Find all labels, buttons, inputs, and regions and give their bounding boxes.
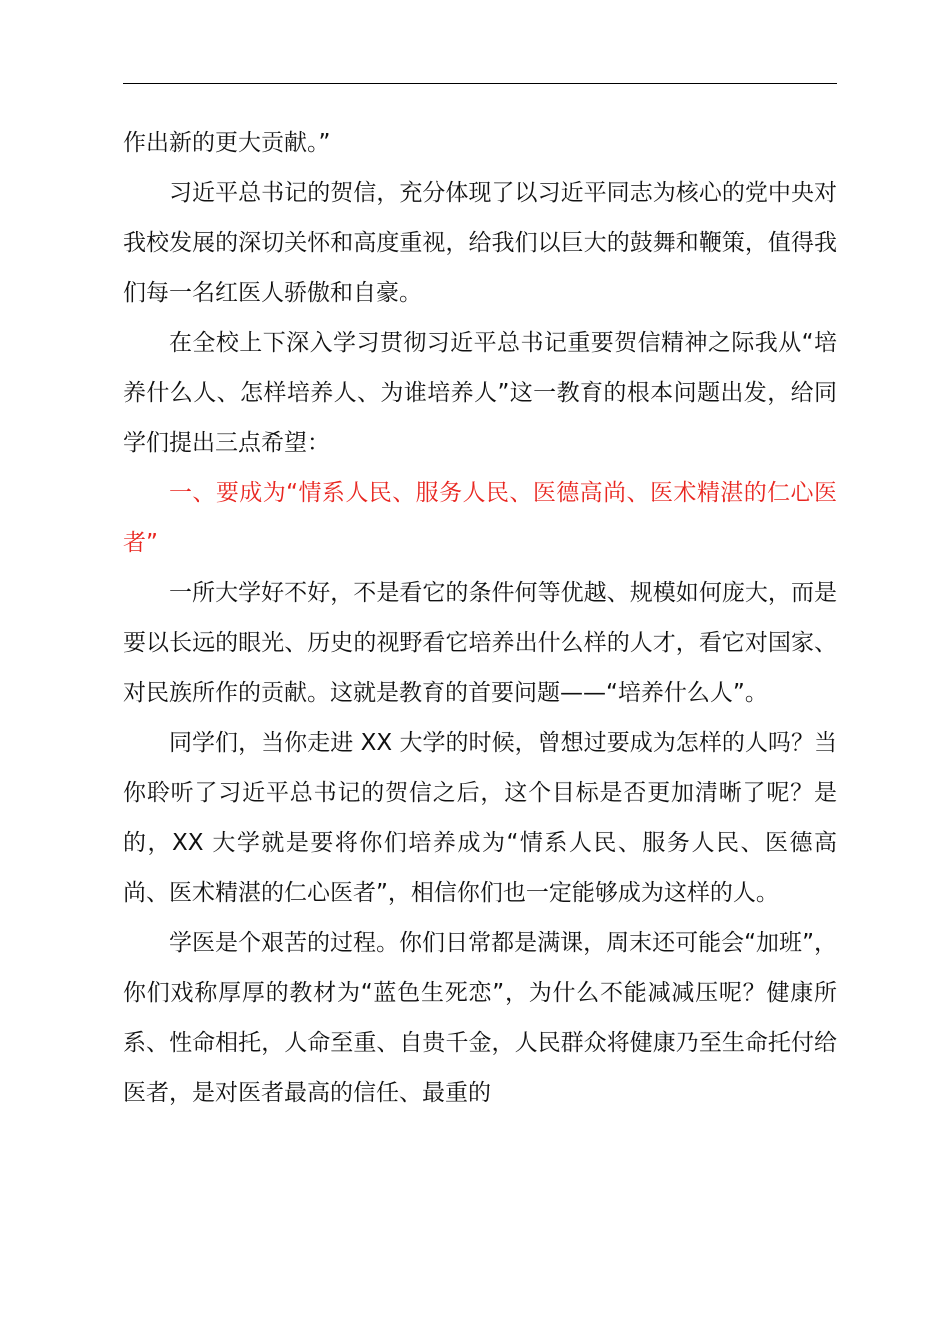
paragraph-congratulatory-letter: 习近平总书记的贺信，充分体现了以习近平同志为核心的党中央对我校发展的深切关怀和高度重视，给我们以巨大的鼓舞和鞭策，值得我们每一名红医人骄傲和自豪。 <box>123 180 837 306</box>
paragraph-students-goal: 同学们，当你走进 XX 大学的时候，曾想过要成为怎样的人吗？当你聆听了习近平总书记的贺信之后，这个目标是否更加清晰了呢？是的，XX 大学就是要将你们培养成为“情系人民、服务人民、医德高尚、医术精湛的仁心医者”，相信你们也一定能够成为这样的人。 <box>123 730 837 906</box>
paragraph-three-hopes-intro: 在全校上下深入学习贯彻习近平总书记重要贺信精神之际我从“培养什么人、怎样培养人、为谁培养人”这一教育的根本问题出发，给同学们提出三点希望： <box>123 330 837 456</box>
paragraph-studying-medicine: 学医是个艰苦的过程。你们日常都是满课，周末还可能会“加班”，你们戏称厚厚的教材为“蓝色生死恋”，为什么不能减减压呢？健康所系、性命相托，人命至重、自贵千金，人民群众将健康乃至生命托付给医者，是对医者最高的信任、最重的 <box>123 930 837 1106</box>
paragraph-what-kind-of-person: 一所大学好不好，不是看它的条件何等优越、规模如何庞大，而是要以长远的眼光、历史的视野看它培养出什么样的人才，看它对国家、对民族所作的贡献。这就是教育的首要问题——“培养什么人”。 <box>123 580 837 706</box>
document-body <box>123 118 837 1118</box>
section-heading-1: 一、要成为“情系人民、服务人民、医德高尚、医术精湛的仁心医者” <box>123 480 837 556</box>
paragraph-continuation: 作出新的更大贡献。” <box>123 130 331 156</box>
header-rule <box>123 83 837 84</box>
